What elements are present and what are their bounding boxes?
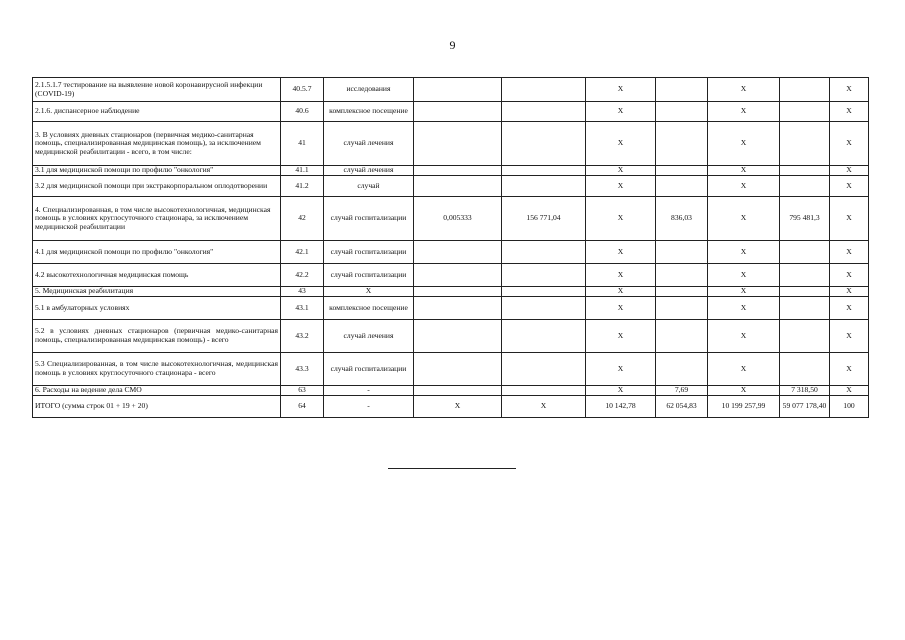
cell-col8: X	[708, 386, 780, 396]
cell-col5	[502, 297, 586, 320]
cell-col6: X	[586, 264, 656, 287]
cell-col5	[502, 241, 586, 264]
cell-col9	[780, 297, 830, 320]
cell-col9	[780, 287, 830, 297]
cell-col6: X	[586, 78, 656, 102]
row-code: 41.2	[281, 176, 324, 197]
cell-col8: X	[708, 78, 780, 102]
cell-col10: X	[830, 386, 869, 396]
cell-col4	[414, 287, 502, 297]
cell-col7: 62 054,83	[656, 396, 708, 418]
cell-col5	[502, 166, 586, 176]
cell-col9	[780, 353, 830, 386]
cell-col10: X	[830, 287, 869, 297]
cell-col10: 100	[830, 396, 869, 418]
row-code: 41.1	[281, 166, 324, 176]
row-unit: случай лечения	[324, 166, 414, 176]
table-row	[33, 102, 869, 122]
row-name: 5. Медицинская реабилитация	[33, 287, 281, 297]
cell-col9	[780, 78, 830, 102]
row-unit: случай госпитализации	[324, 241, 414, 264]
table-row	[33, 396, 869, 418]
cell-col6: X	[586, 320, 656, 353]
cell-col10: X	[830, 102, 869, 122]
cell-col7	[656, 122, 708, 166]
financing-table	[32, 77, 869, 418]
cell-col10: X	[830, 197, 869, 241]
row-name: 4.1 для медицинской помощи по профилю "онкология"	[33, 241, 281, 264]
row-unit: случай госпитализации	[324, 353, 414, 386]
cell-col7	[656, 102, 708, 122]
cell-col5	[502, 320, 586, 353]
cell-col8: X	[708, 197, 780, 241]
cell-col10: X	[830, 264, 869, 287]
cell-col6: X	[586, 386, 656, 396]
cell-col7	[656, 353, 708, 386]
cell-col10: X	[830, 353, 869, 386]
cell-col6: X	[586, 197, 656, 241]
cell-col4	[414, 122, 502, 166]
row-name: 5.1 в амбулаторных условиях	[33, 297, 281, 320]
row-name: 4. Специализированная, в том числе высокотехнологичная, медицинская помощь в условиях круглосуточного стационара, за исключением медицинской реабилитации	[33, 197, 281, 241]
row-code: 41	[281, 122, 324, 166]
table-row	[33, 241, 869, 264]
cell-col10: X	[830, 241, 869, 264]
cell-col10: X	[830, 122, 869, 166]
cell-col5	[502, 176, 586, 197]
cell-col7: 7,69	[656, 386, 708, 396]
row-code: 42	[281, 197, 324, 241]
cell-col6: X	[586, 353, 656, 386]
cell-col9	[780, 320, 830, 353]
row-code: 40.6	[281, 102, 324, 122]
cell-col6: X	[586, 287, 656, 297]
row-name: 2.1.6. диспансерное наблюдение	[33, 102, 281, 122]
cell-col9	[780, 102, 830, 122]
row-unit: комплексное посещение	[324, 297, 414, 320]
row-name: ИТОГО (сумма строк 01 + 19 + 20)	[33, 396, 281, 418]
cell-col7: 836,03	[656, 197, 708, 241]
cell-col7	[656, 264, 708, 287]
row-unit: случай лечения	[324, 122, 414, 166]
cell-col4	[414, 386, 502, 396]
cell-col8: X	[708, 241, 780, 264]
cell-col8: 10 199 257,99	[708, 396, 780, 418]
cell-col10: X	[830, 176, 869, 197]
row-name: 5.3 Специализированная, в том числе высокотехнологичная, медицинская помощь в условиях круглосуточного стационара - всего	[33, 353, 281, 386]
cell-col8: X	[708, 297, 780, 320]
cell-col7	[656, 241, 708, 264]
table-row	[33, 297, 869, 320]
row-code: 43	[281, 287, 324, 297]
cell-col4	[414, 102, 502, 122]
cell-col5	[502, 386, 586, 396]
cell-col4	[414, 297, 502, 320]
table-row	[33, 287, 869, 297]
cell-col8: X	[708, 287, 780, 297]
cell-col6: 10 142,78	[586, 396, 656, 418]
table-row	[33, 122, 869, 166]
cell-col6: X	[586, 122, 656, 166]
row-code: 43.1	[281, 297, 324, 320]
cell-col5	[502, 353, 586, 386]
row-code: 40.5.7	[281, 78, 324, 102]
cell-col6: X	[586, 102, 656, 122]
row-unit: комплексное посещение	[324, 102, 414, 122]
cell-col10: X	[830, 297, 869, 320]
cell-col7	[656, 166, 708, 176]
cell-col10: X	[830, 78, 869, 102]
cell-col9	[780, 166, 830, 176]
row-code: 42.2	[281, 264, 324, 287]
cell-col8: X	[708, 176, 780, 197]
row-name: 3.2 для медицинской помощи при экстракорпоральном оплодотворении	[33, 176, 281, 197]
table-row	[33, 166, 869, 176]
row-unit: случай госпитализации	[324, 197, 414, 241]
cell-col5	[502, 287, 586, 297]
cell-col4	[414, 176, 502, 197]
table-row	[33, 78, 869, 102]
cell-col5	[502, 122, 586, 166]
cell-col7	[656, 320, 708, 353]
cell-col8: X	[708, 320, 780, 353]
cell-col4: 0,005333	[414, 197, 502, 241]
cell-col9	[780, 122, 830, 166]
cell-col4	[414, 264, 502, 287]
row-name: 3. В условиях дневных стационаров (первичная медико-санитарная помощь, специализированная медицинская помощь), за исключением медицинской реабилитации - всего, в том числе:	[33, 122, 281, 166]
cell-col6: X	[586, 166, 656, 176]
row-unit: исследования	[324, 78, 414, 102]
cell-col4	[414, 353, 502, 386]
cell-col5	[502, 264, 586, 287]
row-name: 6. Расходы на ведение дела СМО	[33, 386, 281, 396]
cell-col5: 156 771,04	[502, 197, 586, 241]
row-unit: -	[324, 396, 414, 418]
cell-col8: X	[708, 353, 780, 386]
row-name: 2.1.5.1.7 тестирование на выявление новой коронавирусной инфекции (COVID-19)	[33, 78, 281, 102]
cell-col8: X	[708, 102, 780, 122]
cell-col4	[414, 166, 502, 176]
divider-line	[388, 468, 516, 469]
row-unit: X	[324, 287, 414, 297]
cell-col4: X	[414, 396, 502, 418]
cell-col4	[414, 78, 502, 102]
row-unit: -	[324, 386, 414, 396]
row-unit: случай госпитализации	[324, 264, 414, 287]
table-row	[33, 320, 869, 353]
cell-col7	[656, 287, 708, 297]
cell-col8: X	[708, 166, 780, 176]
page-number: 9	[449, 38, 456, 52]
row-code: 63	[281, 386, 324, 396]
table-row	[33, 197, 869, 241]
cell-col10: X	[830, 320, 869, 353]
cell-col5	[502, 102, 586, 122]
cell-col9: 795 481,3	[780, 197, 830, 241]
row-name: 4.2 высокотехнологичная медицинская помощь	[33, 264, 281, 287]
table-row	[33, 353, 869, 386]
row-code: 43.2	[281, 320, 324, 353]
row-code: 64	[281, 396, 324, 418]
table-row	[33, 176, 869, 197]
row-code: 42.1	[281, 241, 324, 264]
cell-col9	[780, 241, 830, 264]
cell-col9	[780, 264, 830, 287]
cell-col6: X	[586, 176, 656, 197]
cell-col9	[780, 176, 830, 197]
cell-col7	[656, 78, 708, 102]
cell-col9: 59 077 178,40	[780, 396, 830, 418]
cell-col4	[414, 320, 502, 353]
cell-col8: X	[708, 264, 780, 287]
row-name: 3.1 для медицинской помощи по профилю "онкология"	[33, 166, 281, 176]
row-name: 5.2 в условиях дневных стационаров (первичная медико-санитарная помощь, специализированная медицинская помощь) - всего	[33, 320, 281, 353]
cell-col5	[502, 78, 586, 102]
table-row	[33, 264, 869, 287]
table-row	[33, 386, 869, 396]
cell-col6: X	[586, 241, 656, 264]
cell-col10: X	[830, 166, 869, 176]
row-unit: случай лечения	[324, 320, 414, 353]
cell-col6: X	[586, 297, 656, 320]
cell-col8: X	[708, 122, 780, 166]
cell-col7	[656, 297, 708, 320]
cell-col9: 7 318,50	[780, 386, 830, 396]
row-unit: случай	[324, 176, 414, 197]
cell-col4	[414, 241, 502, 264]
cell-col7	[656, 176, 708, 197]
cell-col5: X	[502, 396, 586, 418]
row-code: 43.3	[281, 353, 324, 386]
